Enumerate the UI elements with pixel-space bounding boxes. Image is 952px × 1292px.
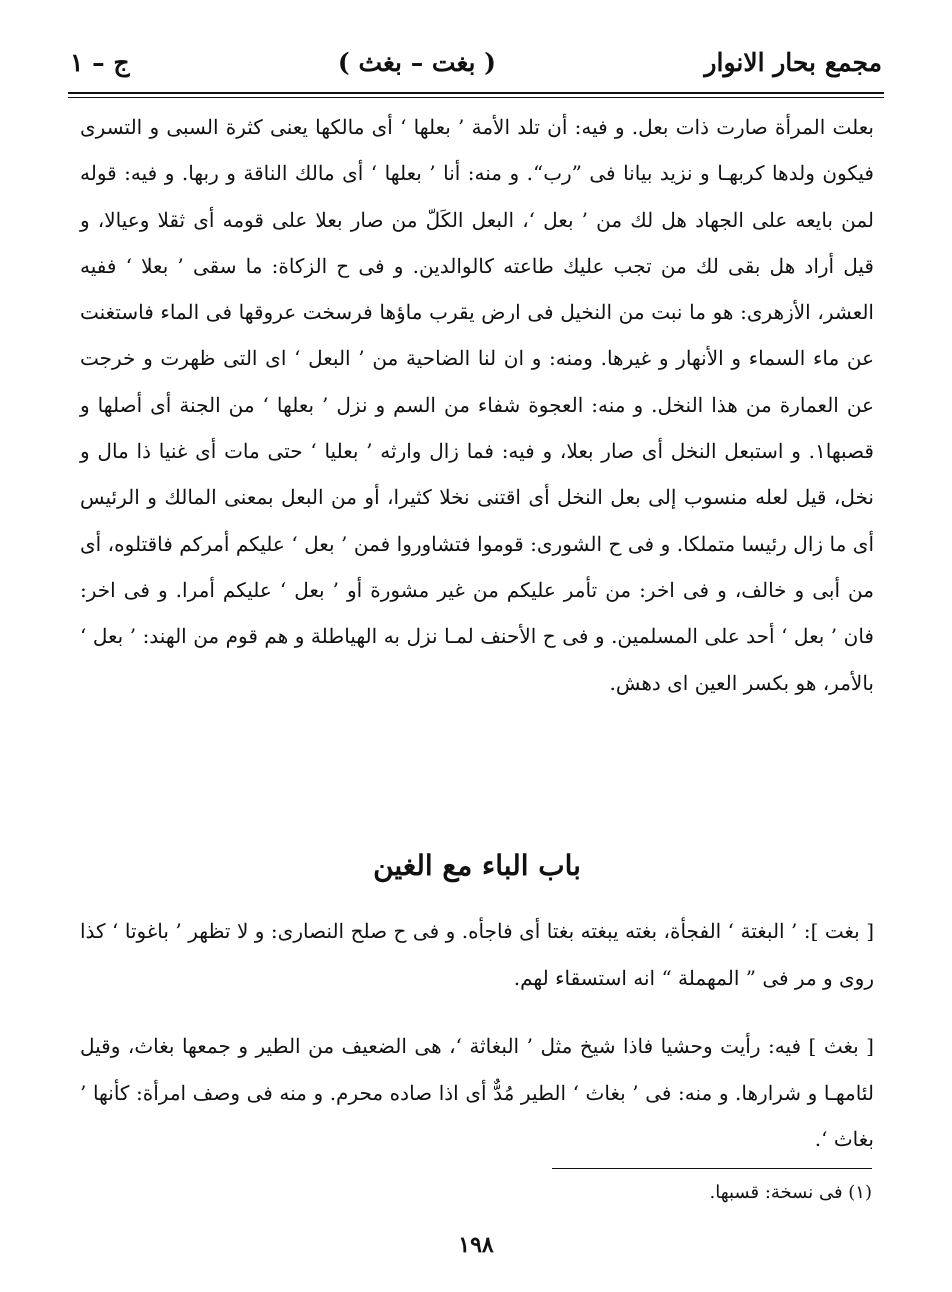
book-title: مجمع بحار الانوار xyxy=(704,47,882,77)
volume-label: ج – ١ xyxy=(70,47,130,77)
page-number: ١٩٨ xyxy=(458,1232,494,1258)
entries-block xyxy=(80,908,874,1163)
header-rule xyxy=(68,92,884,94)
entry-baghat: [ بغت ]: ’ البغتة ‘ الفجأة، بغته يبغته بغتا أى فاجأه. و فى ح صلح النصارى: و لا تظهر ’ باغوتا ‘ كذا روى و مر فى ” المهملة “ انه استسقاء لهم. xyxy=(80,919,874,990)
body-paragraph: بعلت المرأة صارت ذات بعل. و فيه: أن تلد الأمة ’ بعلها ‘ أى مالكها يعنى كثرة السبى و التسرى فيكون ولدها كربهـا و نزيد بيانا فى ”رب“. و منه: أنا ’ بعلها ‘ أى مالك الناقة و ربها. و فيه: قوله لمن بايعه على الجهاد هل لك من ’ بعل ‘، البعل الكَلّ من صار بعلا على قومه أى ثقلا وعيالا، و قيل أراد هل بقى لك من تجب عليك طاعته كالوالدين. و فى ح الزكاة: ما سقى ’ بعلا ‘ ففيه العشر، الأزهرى: هو ما نبت من النخيل فى ارض يقرب ماؤها فرسخت عروقها فى الماء فاستغنت عن ماء السماء و الأنهار و غيرها. ومنه: و ان لنا الضاحية من ’ البعل ‘ اى التى ظهرت و خرجت عن العمارة من هذا النخل. و منه: العجوة شفاء من السم و نزل ’ بعلها ‘ من الجنة أى أصلها و قصبها١. و استبعل النخل أى صار بعلا، و فيه: فما زال وارثه ’ بعليا ‘ حتى مات أى غنيا ذا مال و نخل، قيل لعله منسوب إلى بعل النخل أى اقتنى نخلا كثيرا، أو من البعل بمعنى المالك و الرئيس أى ما زال رئيسا متملكا. و فى ح الشورى: قوموا فتشاوروا فمن ’ بعل ‘ عليكم أمركم فاقتلوه، أى من أبى و خالف، و فى اخر: من تأمر عليكم من غير مشورة أو ’ بعل ‘ عليكم أمرا. و فى اخر: فان ’ بعل ‘ أحد على المسلمين. و فى ح الأحنف لمـا نزل به الهياطلة و هم قوم من الهند: ’ بعل ‘ بالأمر، هو بكسر العين اى دهش. xyxy=(80,115,874,695)
footnote: (١) فى نسخة: قسبها. xyxy=(709,1182,872,1203)
running-head xyxy=(70,40,882,84)
entry-baghath: [ بغث ] فيه: رأيت وحشيا فاذا شيخ مثل ’ البغاثة ‘، هى الضعيف من الطير و جمعها بغاث، وقيل لئامهـا و شرارها. و منه: فى ’ بغاث ‘ الطير مُدٌّ أى اذا صاده محرم. و منه فى وصف امرأة: كأنها ’ بغاث ‘. xyxy=(80,1034,874,1151)
main-text xyxy=(80,104,874,706)
footnote-rule xyxy=(552,1168,872,1169)
entry-range: ( بغت – بغث ) xyxy=(337,47,497,77)
header-rule-thin xyxy=(68,97,884,98)
section-heading: باب الباء مع الغين xyxy=(373,849,581,882)
